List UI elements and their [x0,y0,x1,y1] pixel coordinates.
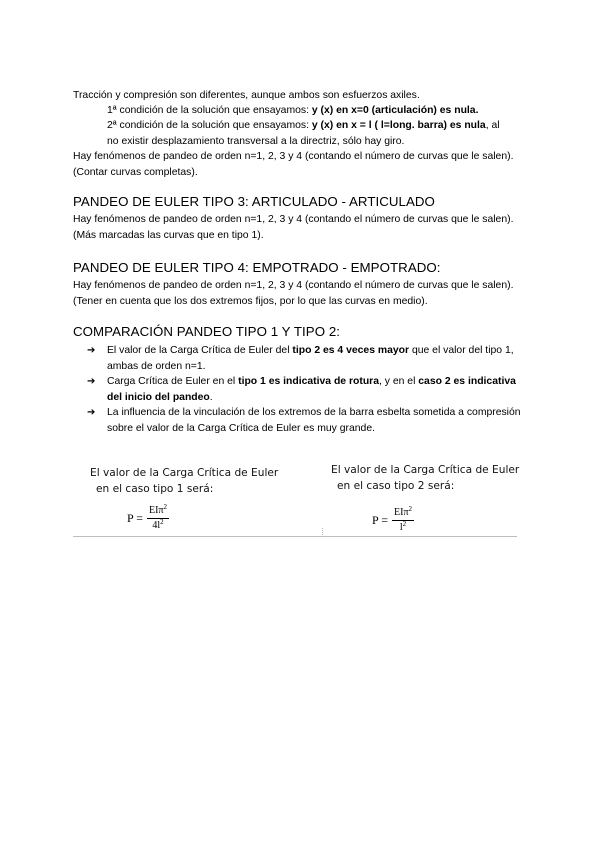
list-item [73,374,533,405]
intro-line: Tracción y compresión son diferentes, aunque ambos son esfuerzos axiles. [73,90,420,101]
bullet-3-text: La influencia de la vinculación de los extremos de la barra esbelta sometida a compresión sobre el valor de la Carga Crítica de Euler es muy grande. [107,407,521,434]
denominator-text: 4l [152,520,161,531]
condition-2-line2: no existir desplazamiento transversal a la directriz, sólo hay giro. [107,135,405,147]
bullet-2-mid: , y en el [379,376,419,388]
section-3-heading: PANDEO DE EULER TIPO 3: ARTICULADO - ARTICULADO [73,194,435,209]
numerator-text: EIπ [394,507,409,518]
formula-caption-type-2 [331,462,519,494]
condition-2 [107,118,537,149]
condition-2-bold: y (x) en x = l ( l=long. barra) es nula [311,120,486,131]
bullet-1-text: El valor de la Carga Crítica de Euler del [107,345,293,356]
denominator [152,519,163,532]
bullet-2-tail: . [209,391,213,403]
list-item [73,405,533,436]
exponent: 2 [408,505,412,513]
formula-lhs: P = [127,511,143,525]
formula-caption-line: El valor de la Carga Crítica de Euler [90,467,279,479]
exponent: 2 [402,520,407,528]
bullet-2-bold-2: caso 2 es indicativa del inicio del pandeo [107,376,516,403]
bullet-1-bold: tipo 2 es 4 veces mayor [292,345,410,356]
formula-caption-line: El valor de la Carga Crítica de Euler [331,464,520,476]
column-divider [322,528,323,537]
formula-caption-line: en el caso tipo 2 será: [337,480,455,492]
formula-lhs: P = [372,513,388,527]
bullet-1-tail: que el valor del tipo 1, ambas de orden n=1. [107,345,514,372]
arrow-bullet-icon: ➔ [87,376,96,388]
condition-1-bold: y (x) en x=0 (articulación) es nula. [311,105,479,116]
condition-1-text: 1ª condición de la solución que ensayamos: [107,105,312,116]
formula-type-2 [372,507,414,534]
condition-1 [107,103,537,119]
list-item [73,343,533,374]
arrow-bullet-icon: ➔ [87,345,96,356]
denominator-text: l [399,522,403,533]
formula-type-1 [127,505,169,532]
condition-2-text: 2ª condición de la solución que ensayamos: [107,120,312,131]
formula-caption-line: en el caso tipo 1 será: [96,483,214,495]
fraction [392,507,414,534]
numerator-text: EIπ [149,505,164,516]
numerator [392,507,414,521]
section-4-heading: PANDEO DE EULER TIPO 4: EMPOTRADO - EMPOTRADO: [73,260,441,275]
exponent: 2 [160,518,164,526]
arrow-bullet-icon: ➔ [87,407,96,419]
numerator [147,505,169,519]
section-4-text: Hay fenómenos de pandeo de orden n=1, 2, 3 y 4 (contando el número de curvas que le salen).(Tener en cuenta que los dos extremos fijos, por lo que las curvas en medio). [73,280,514,307]
denominator [400,521,406,534]
condition-2-tail: , al [485,120,500,131]
comparison-list [73,343,533,437]
comparison-heading: COMPARACIÓN PANDEO TIPO 1 Y TIPO 2: [73,324,341,339]
exponent: 2 [163,503,167,511]
formula-caption-type-1 [90,465,278,497]
section-3-text: Hay fenómenos de pandeo de orden n=1, 2, 3 y 4 (contando el número de curvas que le salen).(Más marcadas las curvas que en tipo 1). [73,214,514,241]
fraction [147,505,169,532]
bullet-2-bold-1: tipo 1 es indicativa de rotura [238,376,379,388]
table-bottom-rule [73,536,517,537]
pandeo-orders-text: Hay fenómenos de pandeo de orden n=1, 2, 3 y 4 (contando el número de curvas que le salen). (Contar curvas completas). [73,151,514,178]
bullet-2-text: Carga Crítica de Euler en el [107,376,239,388]
